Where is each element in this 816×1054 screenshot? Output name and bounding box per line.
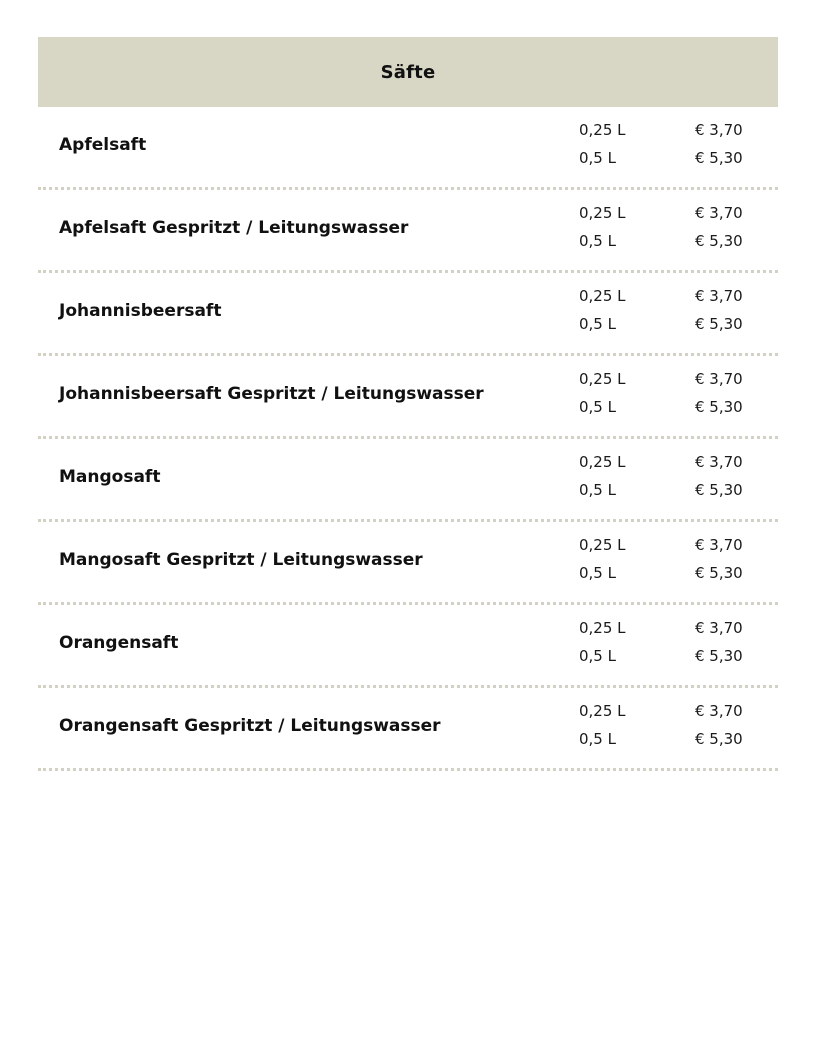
item-name: Orangensaft Gespritzt / Leitungswasser (59, 716, 441, 736)
item-name: Mangosaft Gespritzt / Leitungswasser (59, 550, 423, 570)
item-size: 0,5 L (579, 481, 616, 499)
menu-section-title: Säfte (380, 61, 436, 83)
item-price: € 3,70 (695, 453, 743, 471)
menu-item (38, 356, 778, 439)
item-name: Johannisbeersaft Gespritzt / Leitungswasser (59, 384, 484, 404)
item-size: 0,25 L (579, 536, 626, 554)
item-size: 0,5 L (579, 564, 616, 582)
item-price: € 5,30 (695, 730, 743, 748)
menu-item (38, 605, 778, 688)
item-price: € 5,30 (695, 647, 743, 665)
menu-item (38, 107, 778, 190)
item-name: Mangosaft (59, 467, 161, 487)
item-size: 0,25 L (579, 121, 626, 139)
item-price: € 5,30 (695, 481, 743, 499)
item-size: 0,5 L (579, 315, 616, 333)
item-size: 0,5 L (579, 149, 616, 167)
menu-item (38, 273, 778, 356)
item-price: € 3,70 (695, 204, 743, 222)
item-size: 0,5 L (579, 730, 616, 748)
item-size: 0,5 L (579, 398, 616, 416)
item-price: € 5,30 (695, 232, 743, 250)
menu-item (38, 439, 778, 522)
item-price: € 3,70 (695, 287, 743, 305)
item-price: € 5,30 (695, 315, 743, 333)
menu-item (38, 522, 778, 605)
item-price: € 3,70 (695, 370, 743, 388)
item-size: 0,25 L (579, 204, 626, 222)
item-size: 0,25 L (579, 370, 626, 388)
item-price: € 5,30 (695, 149, 743, 167)
item-price: € 5,30 (695, 398, 743, 416)
item-name: Johannisbeersaft (59, 301, 222, 321)
item-size: 0,5 L (579, 647, 616, 665)
item-size: 0,5 L (579, 232, 616, 250)
item-name: Apfelsaft (59, 135, 147, 155)
drink-menu (38, 37, 778, 771)
item-name: Apfelsaft Gespritzt / Leitungswasser (59, 218, 409, 238)
item-price: € 3,70 (695, 121, 743, 139)
item-size: 0,25 L (579, 619, 626, 637)
item-size: 0,25 L (579, 453, 626, 471)
item-name: Orangensaft (59, 633, 179, 653)
item-price: € 3,70 (695, 702, 743, 720)
menu-item (38, 688, 778, 771)
item-price: € 3,70 (695, 536, 743, 554)
item-price: € 3,70 (695, 619, 743, 637)
item-size: 0,25 L (579, 702, 626, 720)
menu-items (38, 107, 778, 771)
item-price: € 5,30 (695, 564, 743, 582)
menu-item (38, 190, 778, 273)
menu-header (38, 37, 778, 107)
item-size: 0,25 L (579, 287, 626, 305)
